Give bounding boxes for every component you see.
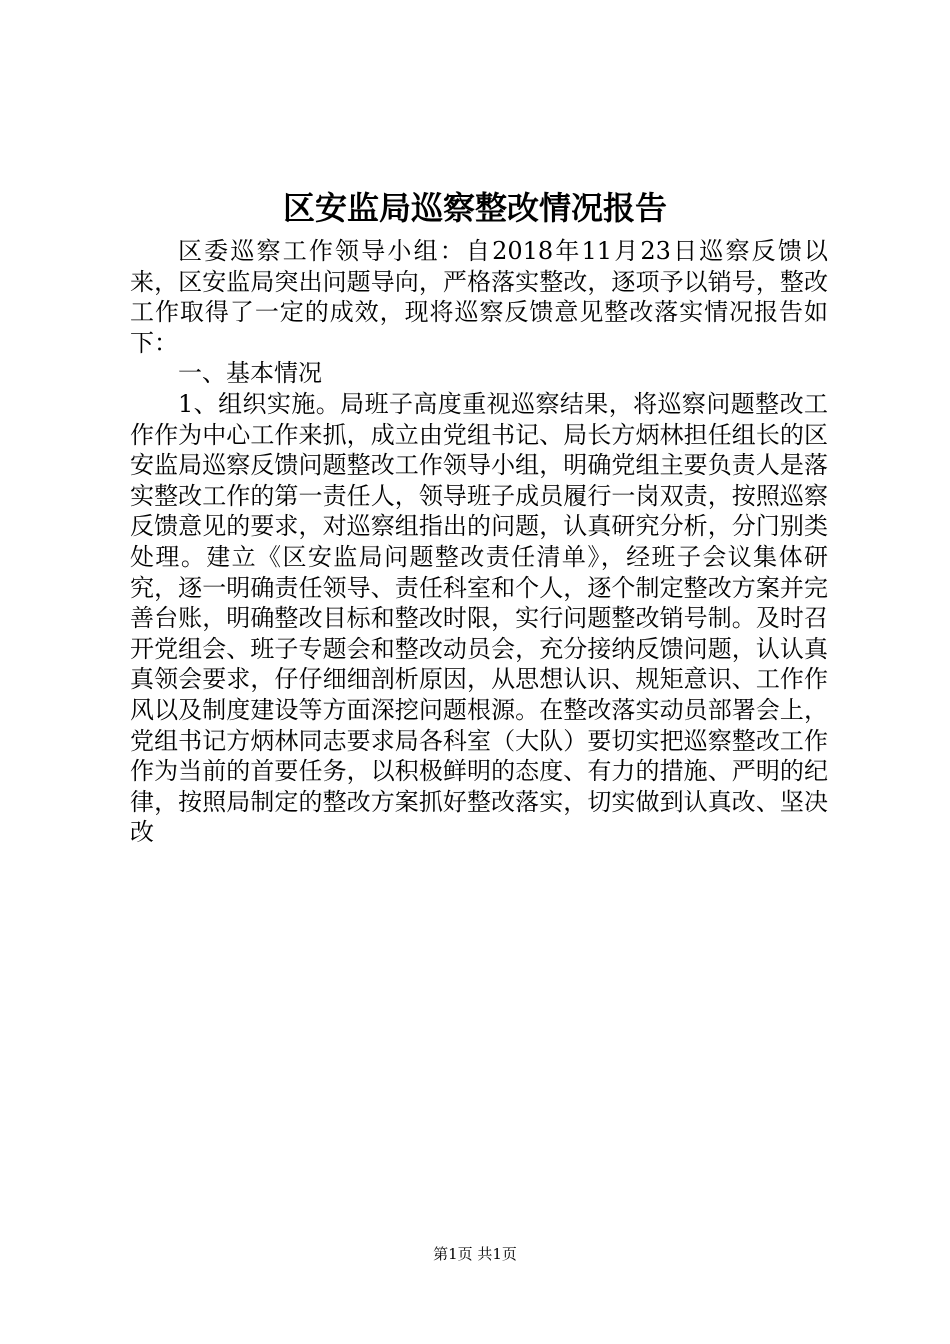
paragraph-organization: 1、组织实施。局班子高度重视巡察结果，将巡察问题整改工作作为中心工作来抓，成立由党组书记、局长方炳林担任组长的区安监局巡察反馈问题整改工作领导小组，明确党组主要负责人是落实整改工作的第一责任人，领导班子成员履行一岗双责，按照巡察反馈意见的要求，对巡察组指出的问题，认真研究分析，分门别类处理。建立《区安监局问题整改责任清单》，经班子会议集体研究，逐一明确责任领导、责任科室和个人，逐个制定整改方案并完善台账，明确整改目标和整改时限，实行问题整改销号制。及时召开党组会、班子专题会和整改动员会，充分接纳反馈问题，认认真真领会要求，仔仔细细剖析原因，从思想认识、规矩意识、工作作风以及制度建设等方面深挖问题根源。在整改落实动员部署会上，党组书记方炳林同志要求局各科室（大队）要切实把巡察整改工作作为当前的首要任务，以积极鲜明的态度、有力的措施、严明的纪律，按照局制定的整改方案抓好整改落实，切实做到认真改、坚决改 bbox=[130, 389, 828, 847]
paragraph-intro: 区委巡察工作领导小组：自2018年11月23日巡察反馈以来，区安监局突出问题导向，严格落实整改，逐项予以销号，整改工作取得了一定的成效，现将巡察反馈意见整改落实情况报告如下： bbox=[130, 237, 828, 357]
section-heading-basic: 一、基本情况 bbox=[178, 359, 322, 388]
document-body bbox=[130, 236, 828, 848]
document-title: 区安监局巡察整改情况报告 bbox=[282, 189, 667, 227]
page-footer: 第1页 共1页 bbox=[433, 1245, 517, 1263]
